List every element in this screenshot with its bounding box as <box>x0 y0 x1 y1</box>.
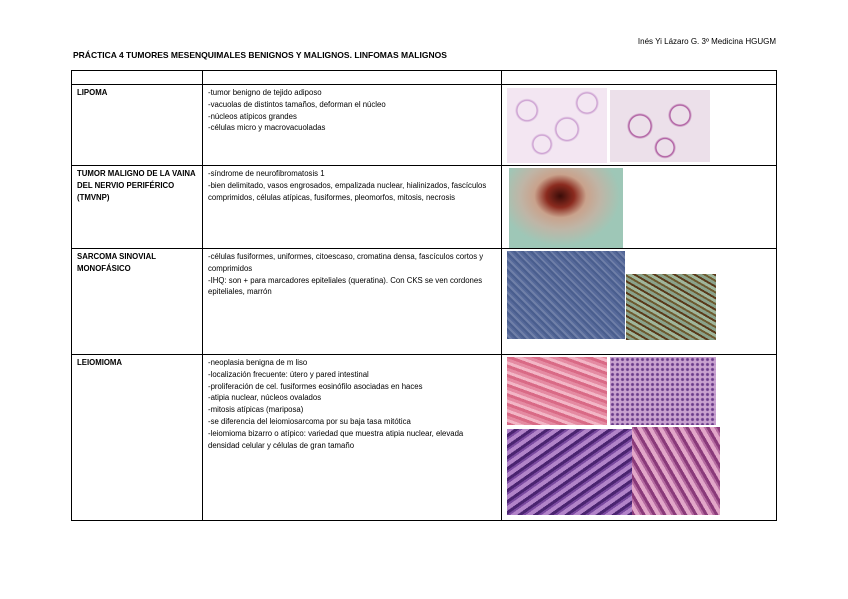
description-line: -se diferencia del leiomiosarcoma por su baja tasa mitótica <box>208 416 411 426</box>
description-line: -neoplasia benigna de m liso <box>208 358 308 367</box>
tumor-images <box>502 355 777 521</box>
lipoma-histology-image-1 <box>507 88 607 163</box>
leiomioma-image-4 <box>632 427 720 515</box>
author-line: Inés Yi Lázaro G. 3º Medicina HGUGM <box>637 37 776 46</box>
tmvnp-clinical-photo <box>509 168 623 248</box>
tumor-images <box>502 85 777 166</box>
tumor-name-label: SARCOMA SINOVIAL MONOFÁSICO <box>77 252 156 273</box>
description-line: -IHQ: son + para marcadores epiteliales (queratina). Con CKS se ven cordones epiteliales, marrón <box>208 275 483 297</box>
tumor-name <box>72 166 203 249</box>
table-row <box>72 166 777 249</box>
lipoma-histology-image-2 <box>610 90 710 162</box>
description-line: -síndrome de neurofibromatosis 1 <box>208 169 325 178</box>
table-header-row <box>72 71 777 85</box>
description-line: -células micro y macrovacuoladas <box>208 123 326 133</box>
tumor-name-label: LEIOMIOMA <box>77 358 123 367</box>
tumor-name <box>72 355 203 521</box>
tumor-description <box>203 355 502 521</box>
description-line: -mitosis atípicas (mariposa) <box>208 405 304 415</box>
description-line: -leiomioma bizarro o atípico: variedad que muestra atipia nuclear, elevada densidad celular y células de gran tamaño <box>208 428 464 450</box>
tumor-name <box>72 85 203 166</box>
leiomioma-image-2 <box>610 357 716 425</box>
description-line: -núcleos atípicos grandes <box>208 111 297 121</box>
leiomioma-image-3 <box>507 429 632 515</box>
description-line: -proliferación de cel. fusiformes eosinófilo asociadas en haces <box>208 381 423 391</box>
leiomioma-image-1 <box>507 357 607 425</box>
description-line: -vacuolas de distintos tamaños, deforman el núcleo <box>208 99 386 109</box>
tumor-table <box>71 70 777 521</box>
table-row <box>72 249 777 355</box>
description-line: -localización frecuente: útero y pared intestinal <box>208 369 369 379</box>
tumor-name <box>72 249 203 355</box>
page-title: PRÁCTICA 4 TUMORES MESENQUIMALES BENIGNOS Y MALIGNOS. LINFOMAS MALIGNOS <box>73 50 447 60</box>
tumor-images <box>502 249 777 355</box>
sarcoma-he-image <box>507 251 625 339</box>
tumor-name-label: LIPOMA <box>77 88 108 97</box>
tumor-description <box>203 85 502 166</box>
tumor-name-label: TUMOR MALIGNO DE LA VAINA DEL NERVIO PERIFÉRICO (TMVNP) <box>77 169 196 202</box>
description-line: -atipia nuclear, núcleos ovalados <box>208 393 322 403</box>
table-row <box>72 85 777 166</box>
description-line: -bien delimitado, vasos engrosados, empalizada nuclear, hialinizados, fascículos comprimidos, células atípicas, fusiformes, pleomorfos, mitosis, necrosis <box>208 180 487 202</box>
description-line: -tumor benigno de tejido adiposo <box>208 88 322 97</box>
description-line: -células fusiformes, uniformes, citoescaso, cromatina densa, fascículos cortos y comprimidos <box>208 252 484 273</box>
sarcoma-ihq-image <box>626 274 716 340</box>
tumor-images <box>502 166 777 249</box>
table-row <box>72 355 777 521</box>
tumor-description <box>203 166 502 249</box>
tumor-description <box>203 249 502 355</box>
